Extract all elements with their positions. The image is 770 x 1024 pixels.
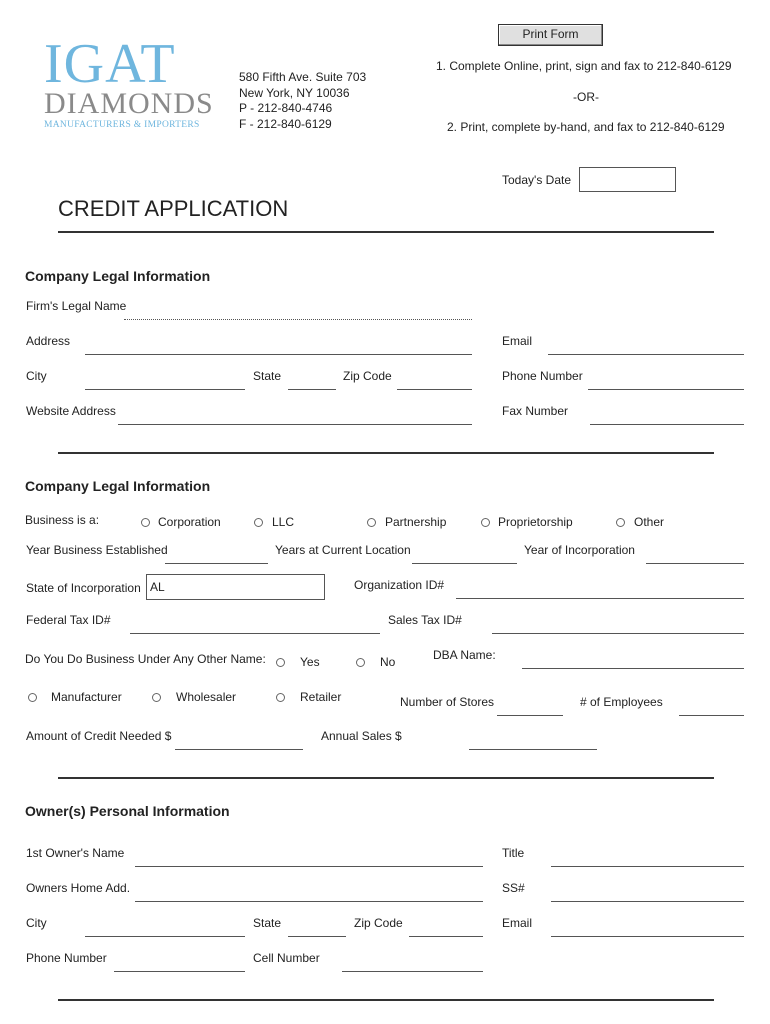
instruction-step-2: 2. Print, complete by-hand, and fax to 212-840-6129 bbox=[447, 120, 725, 134]
phone-field[interactable] bbox=[588, 389, 744, 390]
num-stores-field[interactable] bbox=[497, 715, 563, 716]
section-company-legal-info-2: Company Legal Information bbox=[25, 478, 211, 494]
phone-label: Phone Number bbox=[502, 369, 583, 383]
instruction-or: -OR- bbox=[573, 90, 599, 104]
radio-partnership[interactable] bbox=[367, 518, 376, 527]
website-label: Website Address bbox=[26, 404, 116, 418]
logo-diamonds-text: DIAMONDS bbox=[44, 87, 214, 120]
year-incorporation-label: Year of Incorporation bbox=[524, 543, 635, 557]
city-field[interactable] bbox=[85, 389, 245, 390]
num-employees-label: # of Employees bbox=[580, 695, 663, 709]
firm-name-field[interactable] bbox=[124, 319, 472, 320]
radio-llc[interactable] bbox=[254, 518, 263, 527]
radio-retailer[interactable] bbox=[276, 693, 285, 702]
state-incorporation-value: AL bbox=[150, 580, 165, 594]
owner-state-field[interactable] bbox=[288, 936, 346, 937]
credit-needed-label: Amount of Credit Needed $ bbox=[26, 729, 172, 743]
zip-label: Zip Code bbox=[343, 369, 392, 383]
year-established-label: Year Business Established bbox=[26, 543, 168, 557]
years-current-label: Years at Current Location bbox=[275, 543, 411, 557]
logo-tagline: MANUFACTURERS & IMPORTERS bbox=[44, 120, 200, 130]
retailer-label: Retailer bbox=[300, 690, 342, 704]
title-divider bbox=[58, 231, 714, 233]
annual-sales-label: Annual Sales $ bbox=[321, 729, 402, 743]
address-fax: F - 212-840-6129 bbox=[239, 117, 332, 131]
ss-field[interactable] bbox=[551, 901, 744, 902]
website-field[interactable] bbox=[118, 424, 472, 425]
owner-cell-label: Cell Number bbox=[253, 951, 320, 965]
wholesaler-label: Wholesaler bbox=[176, 690, 237, 704]
owner-zip-field[interactable] bbox=[409, 936, 483, 937]
radio-proprietorship[interactable] bbox=[481, 518, 490, 527]
yes-label: Yes bbox=[300, 655, 320, 669]
radio-other[interactable] bbox=[616, 518, 625, 527]
owner-title-field[interactable] bbox=[551, 866, 744, 867]
radio-manufacturer[interactable] bbox=[28, 693, 37, 702]
business-is-a-label: Business is a: bbox=[25, 513, 100, 527]
radio-wholesaler[interactable] bbox=[152, 693, 161, 702]
state-incorporation-select[interactable] bbox=[146, 574, 325, 600]
state-incorporation-label: State of Incorporation bbox=[26, 581, 141, 595]
zip-field[interactable] bbox=[397, 389, 472, 390]
section-2-divider bbox=[58, 777, 714, 779]
federal-tax-field[interactable] bbox=[130, 633, 380, 634]
owner-city-field[interactable] bbox=[85, 936, 245, 937]
owner-cell-field[interactable] bbox=[342, 971, 483, 972]
section-company-legal-info: Company Legal Information bbox=[25, 268, 211, 284]
section-3-divider bbox=[58, 999, 714, 1001]
owner-state-label: State bbox=[253, 916, 282, 930]
owner-city-label: City bbox=[26, 916, 47, 930]
dba-label: DBA Name: bbox=[433, 648, 496, 662]
address-line-1: 580 Fifth Ave. Suite 703 bbox=[239, 70, 367, 84]
radio-corporation[interactable] bbox=[141, 518, 150, 527]
todays-date-label: Today's Date bbox=[502, 173, 571, 187]
corporation-label: Corporation bbox=[158, 515, 221, 529]
section-1-divider bbox=[58, 452, 714, 454]
owner-email-label: Email bbox=[502, 916, 533, 930]
no-label: No bbox=[380, 655, 396, 669]
owner-title-label: Title bbox=[502, 846, 525, 860]
firm-name-label: Firm's Legal Name bbox=[26, 299, 127, 313]
email-field[interactable] bbox=[548, 354, 744, 355]
other-label: Other bbox=[634, 515, 665, 529]
num-stores-label: Number of Stores bbox=[400, 695, 495, 709]
radio-no[interactable] bbox=[356, 658, 365, 667]
address-line-2: New York, NY 10036 bbox=[239, 86, 350, 100]
org-id-field[interactable] bbox=[456, 598, 744, 599]
state-label: State bbox=[253, 369, 282, 383]
owner-zip-label: Zip Code bbox=[354, 916, 403, 930]
section-owner-info: Owner(s) Personal Information bbox=[25, 803, 230, 819]
radio-yes[interactable] bbox=[276, 658, 285, 667]
ss-label: SS# bbox=[502, 881, 525, 895]
owner-email-field[interactable] bbox=[551, 936, 744, 937]
email-label: Email bbox=[502, 334, 533, 348]
year-established-field[interactable] bbox=[165, 563, 268, 564]
dba-field[interactable] bbox=[522, 668, 744, 669]
city-label: City bbox=[26, 369, 47, 383]
fax-label: Fax Number bbox=[502, 404, 569, 418]
logo-igat-text: IGAT bbox=[44, 33, 176, 95]
owner-phone-label: Phone Number bbox=[26, 951, 107, 965]
home-add-field[interactable] bbox=[135, 901, 483, 902]
annual-sales-field[interactable] bbox=[469, 749, 597, 750]
instruction-step-1: 1. Complete Online, print, sign and fax to 212-840-6129 bbox=[436, 59, 732, 73]
owner-name-label: 1st Owner's Name bbox=[26, 846, 125, 860]
num-employees-field[interactable] bbox=[679, 715, 744, 716]
address-phone: P - 212-840-4746 bbox=[239, 101, 333, 115]
org-id-label: Organization ID# bbox=[354, 578, 445, 592]
print-form-button[interactable]: Print Form bbox=[498, 24, 603, 46]
owner-name-field[interactable] bbox=[135, 866, 483, 867]
fax-field[interactable] bbox=[590, 424, 744, 425]
sales-tax-label: Sales Tax ID# bbox=[388, 613, 462, 627]
credit-needed-field[interactable] bbox=[175, 749, 303, 750]
proprietorship-label: Proprietorship bbox=[498, 515, 573, 529]
other-name-question: Do You Do Business Under Any Other Name: bbox=[25, 652, 266, 666]
sales-tax-field[interactable] bbox=[492, 633, 744, 634]
llc-label: LLC bbox=[272, 515, 295, 529]
year-incorporation-field[interactable] bbox=[646, 563, 744, 564]
state-field[interactable] bbox=[288, 389, 336, 390]
owner-phone-field[interactable] bbox=[114, 971, 245, 972]
partnership-label: Partnership bbox=[385, 515, 447, 529]
address-field[interactable] bbox=[85, 354, 472, 355]
manufacturer-label: Manufacturer bbox=[51, 690, 122, 704]
years-current-field[interactable] bbox=[412, 563, 517, 564]
page-title: CREDIT APPLICATION bbox=[58, 196, 289, 221]
address-label: Address bbox=[26, 334, 71, 348]
todays-date-field[interactable] bbox=[579, 167, 676, 192]
federal-tax-label: Federal Tax ID# bbox=[26, 613, 111, 627]
home-add-label: Owners Home Add. bbox=[26, 881, 131, 895]
